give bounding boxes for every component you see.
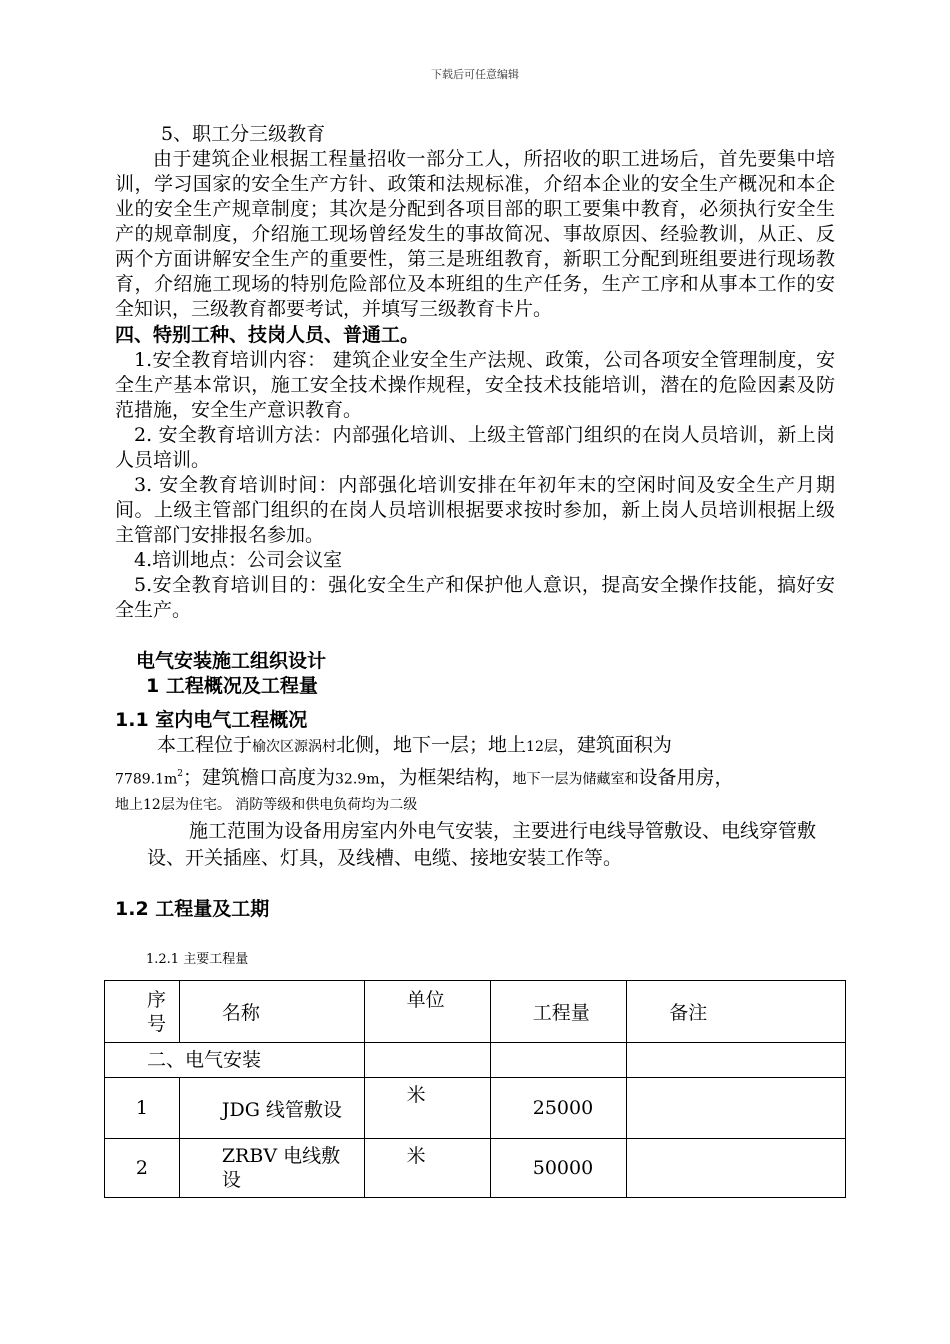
overview-text-j: 地下一层为储藏室和 bbox=[512, 771, 639, 788]
scope-paragraph: 施工范围为设备用房室内外电气安装，主要进行电线导管敷设、电线穿管敷设、开关插座、灯具，及线槽、电缆、接地安装工作等。 bbox=[147, 820, 817, 869]
row-1-unit-text: 米 bbox=[406, 1084, 426, 1106]
row-2-qty-text: 50000 bbox=[532, 1157, 594, 1179]
group-label-cell bbox=[105, 1043, 365, 1078]
header-note-text: 备注 bbox=[669, 1002, 708, 1024]
overview-text-i: ，为框架结构， bbox=[379, 766, 513, 789]
row-1-note bbox=[627, 1078, 846, 1139]
row-2-unit-text: 米 bbox=[406, 1145, 426, 1167]
header-unit-text: 单位 bbox=[406, 989, 445, 1011]
group-empty-qty bbox=[490, 1043, 627, 1078]
row-1-qty-text: 25000 bbox=[532, 1097, 594, 1119]
overview-paragraph bbox=[115, 732, 835, 817]
overview-text-e: ，建筑面积为 bbox=[557, 734, 672, 756]
group-empty-unit bbox=[364, 1043, 490, 1078]
row-1-unit bbox=[364, 1078, 490, 1139]
overview-text-c: 北侧，地下一层；地上 bbox=[336, 734, 527, 756]
section4-item-3: 3. 安全教育培训时间：内部强化培训安排在年初年末的空闲时间及安全生产月期间。上级主管部门组织的在岗人员培训根据要求按时参加，新上岗人员培训根据上级主管部门安排报名参加。 bbox=[115, 474, 835, 546]
overview-superscript: 2 bbox=[177, 769, 183, 779]
overview-text-g: ；建筑檐口高度为 bbox=[183, 766, 336, 789]
overview-line-2 bbox=[115, 761, 835, 793]
section4-item-5: 5.安全教育培训目的：强化安全生产和保护他人意识，提高安全操作技能，搞好安全生产。 bbox=[115, 574, 835, 621]
overview-text-k: 设备用房， bbox=[638, 766, 734, 789]
header-name-text: 名称 bbox=[221, 1002, 260, 1024]
section4-title: 四、特别工种、技岗人员、普通工。 bbox=[115, 324, 420, 346]
row-2-note bbox=[627, 1139, 846, 1198]
header-name bbox=[179, 981, 364, 1043]
row-2-qty bbox=[490, 1139, 627, 1198]
section5-title: 5、职工分三级教育 bbox=[161, 123, 326, 145]
row-2-name bbox=[179, 1139, 364, 1198]
table-header-row bbox=[105, 981, 846, 1043]
table-group-row bbox=[105, 1043, 846, 1078]
row-2-unit bbox=[364, 1139, 490, 1198]
section-1-2-heading: 1.2 工程量及工期 bbox=[115, 898, 270, 920]
table-row bbox=[105, 1139, 846, 1198]
header-qty bbox=[490, 981, 627, 1043]
overview-text-d: 12层 bbox=[526, 739, 558, 755]
document-body bbox=[115, 122, 835, 623]
group-label: 二、电气安装 bbox=[147, 1049, 262, 1071]
header-unit bbox=[364, 981, 490, 1043]
section-1-2-1-caption: 1.2.1 主要工程量 bbox=[146, 952, 249, 967]
overview-text-a: 本工程位于 bbox=[157, 734, 253, 756]
overview-line-3: 地上12层为住宅。 消防等级和供电负荷均为二级 bbox=[115, 797, 418, 814]
row-1-name bbox=[179, 1078, 364, 1139]
row-2-no: 2 bbox=[105, 1139, 180, 1198]
group-empty-note bbox=[627, 1043, 846, 1078]
section5-body: 由于建筑企业根据工程量招收一部分工人，所招收的职工进场后，首先要集中培训，学习国家的安全生产方针、政策和法规标准，介绍本企业的安全生产概况和本企业的安全生产规章制度；其次是分配到各项目部的职工要集中教育，必须执行安全生产的规章制度，介绍施工现场曾经发生的事故简况、事故原因、经验教训，从正、反两个方面讲解安全生产的重要性，第三是班组教育，新职工分配到班组要进行现场教育，介绍施工现场的特别危险部位及本班组的生产任务，生产工序和从事本工作的安全知识，三级教育都要考试，并填写三级教育卡片。 bbox=[115, 148, 835, 320]
table-row bbox=[105, 1078, 846, 1139]
header-note bbox=[627, 981, 846, 1043]
overview-line-1 bbox=[115, 732, 835, 761]
overview-text-b: 榆次区源涡村 bbox=[252, 739, 337, 755]
header-qty-text: 工程量 bbox=[532, 1002, 590, 1024]
row-1-qty bbox=[490, 1078, 627, 1139]
row-1-no: 1 bbox=[105, 1078, 180, 1139]
section-1-1-heading: 1.1 室内电气工程概况 bbox=[115, 709, 308, 731]
chapter-1-heading: 1 工程概况及工程量 bbox=[146, 675, 318, 697]
section4-item-1: 1.安全教育培训内容： 建筑企业安全生产法规、政策，公司各项安全管理制度，安全生产基本常识，施工安全技术操作规程，安全技术技能培训，潜在的危险因素及防范措施，安全生产意识教育。 bbox=[115, 349, 835, 421]
overview-text-h: 32.9m bbox=[335, 771, 380, 788]
design-title: 电气安装施工组织设计 bbox=[136, 650, 327, 672]
header-no bbox=[105, 981, 180, 1043]
overview-text-f: 7789.1m bbox=[115, 771, 178, 788]
page-header: 下载后可任意编辑 bbox=[431, 68, 519, 81]
section4-item-2: 2. 安全教育培训方法：内部强化培训、上级主管部门组织的在岗人员培训，新上岗人员培训。 bbox=[115, 424, 835, 471]
section4-item-4: 4.培训地点：公司会议室 bbox=[134, 549, 343, 571]
row-2-name-text: ZRBV 电线敷设 bbox=[221, 1145, 341, 1191]
quantity-table bbox=[104, 980, 846, 1198]
header-no-text: 序号 bbox=[147, 988, 167, 1035]
row-1-name-text: JDG 线管敷设 bbox=[221, 1098, 342, 1121]
